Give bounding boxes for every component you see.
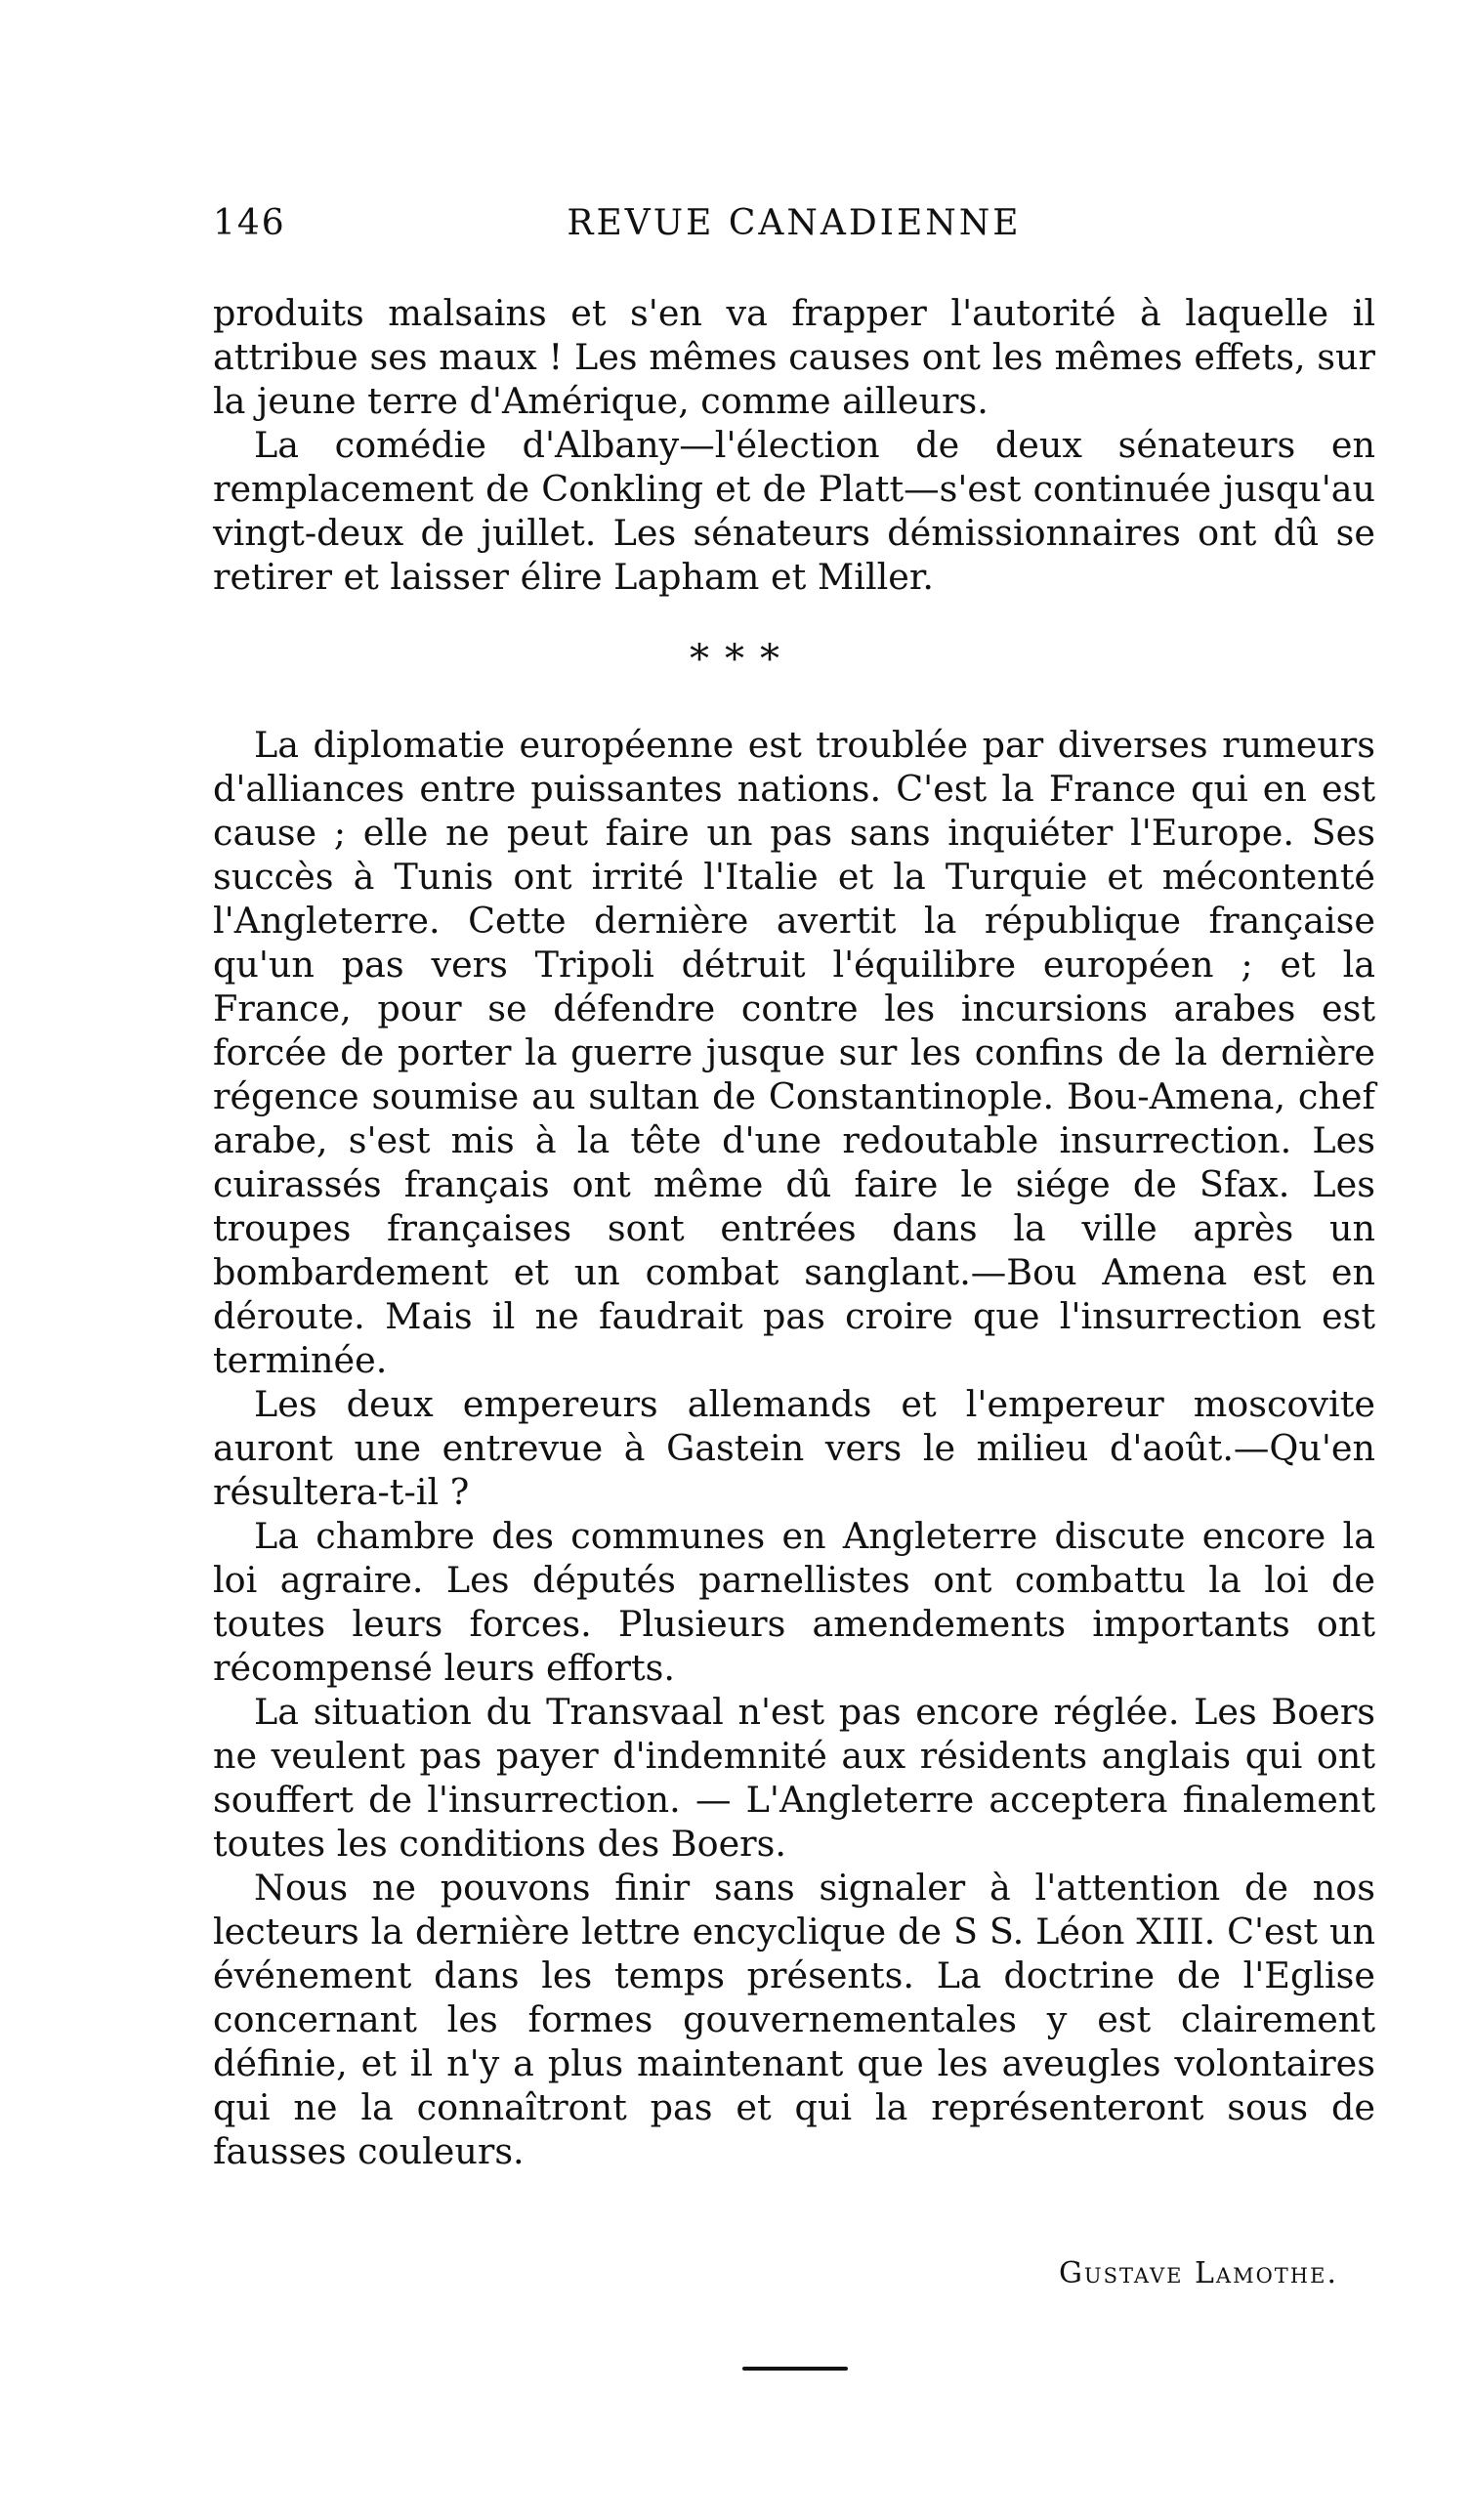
paragraph: La comédie d'Albany—l'élection de deux sénateurs en remplacement de Conkling et de Platt—s'est continuée jusqu'au vingt-deux de juillet. Les sénateurs démissionnaires ont dû se retirer et laisser élire Lapham et Miller.	[213, 424, 1375, 598]
asterism-separator: * * *	[690, 637, 783, 682]
paragraph: Les deux empereurs allemands et l'empereur moscovite auront une entrevue à Gastein vers le milieu d'août.—Qu'en résultera-t-il ?	[213, 1383, 1375, 1513]
end-rule-divider	[742, 2367, 848, 2371]
paragraph: Nous ne pouvons finir sans signaler à l'attention de nos lecteurs la dernière lettre encyclique de S S. Léon XIII. C'est un événement dans les temps présents. La doctrine de l'Eglise concernant les formes gouvernementales y est clairement définie, et il n'y a plus maintenant que les aveugles volontaires qui ne la connaîtront pas et qui la représenteront sous de fausses couleurs.	[213, 1867, 1375, 2172]
paragraph: La diplomatie européenne est troublée par diverses rumeurs d'alliances entre puissantes nations. C'est la France qui en est cause ; elle ne peut faire un pas sans inquiéter l'Europe. Ses succès à Tunis ont irrité l'Italie et la Turquie et mécontenté l'Angleterre. Cette dernière avertit la république française qu'un pas vers Tripoli détruit l'équilibre européen ; et la France, pour se défendre contre les incursions arabes est forcée de porter la guerre jusque sur les confins de la dernière régence soumise au sultan de Constantinople. Bou-Amena, chef arabe, s'est mis à la tête d'une redoutable insurrection. Les cuirassés français ont même dû faire le siége de Sfax. Les troupes françaises sont entrées dans la ville après un bombardement et un combat sanglant.—Bou Amena est en déroute. Mais il ne faudrait pas croire que l'insurrection est terminée.	[213, 724, 1375, 1381]
paragraph: produits malsains et s'en va frapper l'autorité à laquelle il attribue ses maux ! Les mêmes causes ont les mêmes effets, sur la jeune terre d'Amérique, comme ailleurs.	[213, 292, 1375, 422]
page-number: 146	[213, 203, 286, 243]
journal-title: REVUE CANADIENNE	[567, 203, 1022, 243]
paragraph: La chambre des communes en Angleterre discute encore la loi agraire. Les députés parnellistes ont combattu la loi de toutes leurs forces. Plusieurs amendements importants ont récompensé leurs efforts.	[213, 1515, 1375, 1689]
paragraph: La situation du Transvaal n'est pas encore réglée. Les Boers ne veulent pas payer d'indemnité aux résidents anglais qui ont souffert de l'insurrection. — L'Angleterre acceptera finalement toutes les conditions des Boers.	[213, 1691, 1375, 1865]
text-section-1	[213, 291, 1375, 599]
author-signature: Gustave Lamothe.	[1058, 2256, 1338, 2290]
running-head	[213, 203, 1375, 252]
text-section-2	[213, 723, 1375, 2173]
